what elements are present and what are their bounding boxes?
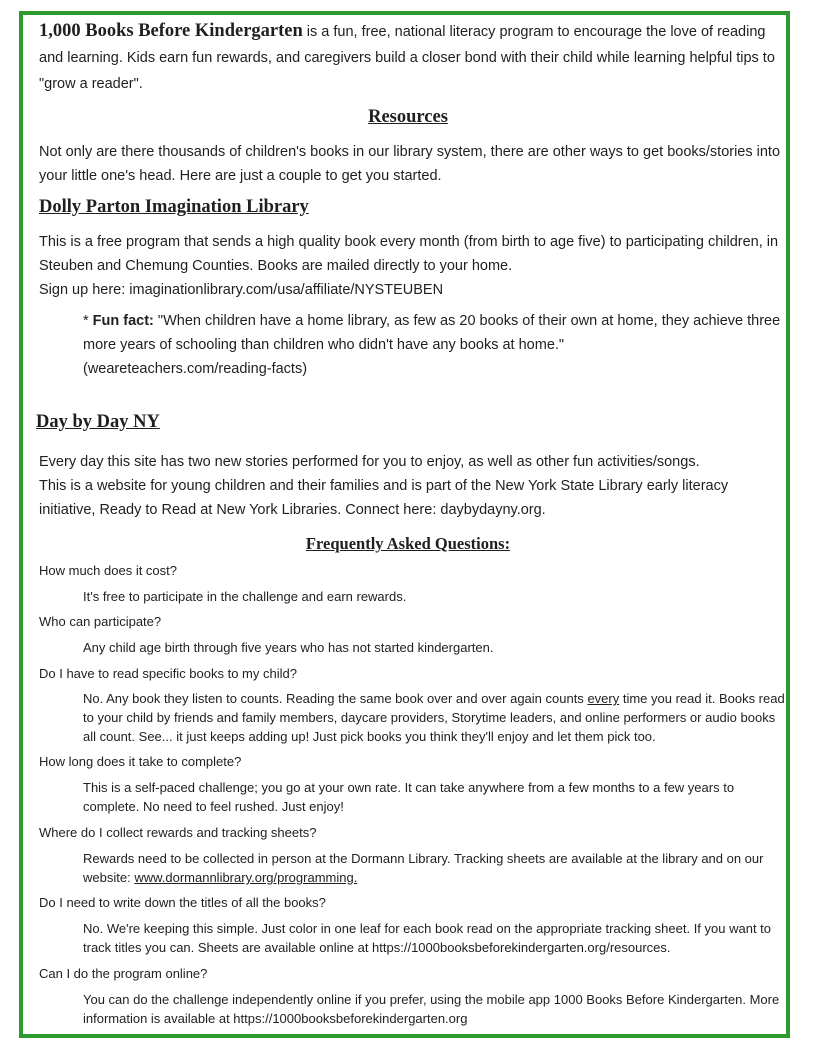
faq-answer [83,849,785,887]
fun-fact-source: (weareteachers.com/reading-facts) [83,361,308,377]
fun-fact-label: Fun fact: [92,313,154,329]
daybyday-line2: This is a website for young children and their families and is part of the New York State Library early literacy initiative, Ready to Read at New York Libraries. Connect here: daybydayny.org. [39,478,729,518]
faq-question: Can I do the program online? [39,966,208,981]
fun-fact-text: "When children have a home library, as few as 20 books of their own at home, they achieve three more years of schooling than children who didn't have any books at home." [83,313,781,353]
website-link[interactable]: www.dormannlibrary.org/programming. [134,870,358,885]
intro-text: is a fun, free, national literacy program to encourage the love of reading and learning. Kids earn fun rewards, and caregivers build a closer bond with their child while learning helpful tips to "grow a reader". [39,24,775,92]
faq-question: Do I need to write down the titles of all the books? [39,895,326,910]
resources-text: Not only are there thousands of children's books in our library system, there are other ways to get books/stories into your little one's head. Here are just a couple to get you started. [39,144,781,184]
faq-answer [83,689,785,746]
resources-heading: Resources [368,107,448,127]
daybyday-text [39,450,785,522]
faq-answer: It's free to participate in the challenge and earn rewards. [83,589,407,604]
faq-answer-text: Rewards need to be collected in person at the Dormann Library. Tracking sheets are available at the library and on our website: [83,851,764,885]
daybyday-line1: Every day this site has two new stories performed for you to enjoy, as well as other fun activities/songs. [39,454,700,470]
faq-heading: Frequently Asked Questions: [305,534,511,553]
faq-answer: Any child age birth through five years who has not started kindergarten. [83,640,494,655]
dolly-description: This is a free program that sends a high quality book every month (from birth to age five) to participating children, in Steuben and Chemung Counties. Books are mailed directly to your home. [39,234,779,274]
intro-paragraph [39,18,785,97]
faq-question: How long does it take to complete? [39,754,242,769]
faq-question: Who can participate? [39,614,162,629]
dolly-text [39,230,785,302]
program-title: 1,000 Books Before Kindergarten [39,21,303,41]
dolly-heading: Dolly Parton Imagination Library [39,197,309,217]
faq-answer: This is a self-paced challenge; you go at your own rate. It can take anywhere from a few months to a few years to complete. No need to feel rushed. Just enjoy! [83,780,735,814]
faq-answer: No. We're keeping this simple. Just color in one leaf for each book read on the appropriate tracking sheet. If you want to track titles you can. Sheets are available online at https://1000booksbeforekindergarten.org/resources. [83,921,772,955]
fun-fact [83,309,783,381]
faq-question: Where do I collect rewards and tracking sheets? [39,825,317,840]
faq-question: Do I have to read specific books to my child? [39,666,297,681]
daybyday-heading: Day by Day NY [36,412,160,432]
dolly-signup: Sign up here: imaginationlibrary.com/usa/affiliate/NYSTEUBEN [39,282,444,298]
faq-answer: You can do the challenge independently online if you prefer, using the mobile app 1000 Books Before Kindergarten. More information is available at https://1000booksbeforekindergarten.org [83,992,780,1026]
emphasis-every: every [587,691,620,706]
faq-question: How much does it cost? [39,563,178,578]
faq-answer-text: time you read it. Books read to your child by friends and family members, daycare providers, Storytime leaders, and online performers or audio books all count. See... it just keeps adding up! Just pick books you think they'll enjoy and let them pick too. [83,691,785,744]
faq-answer-text: No. Any book they listen to counts. Reading the same book over and over again counts [83,691,588,706]
fun-fact-star: * [83,313,93,329]
